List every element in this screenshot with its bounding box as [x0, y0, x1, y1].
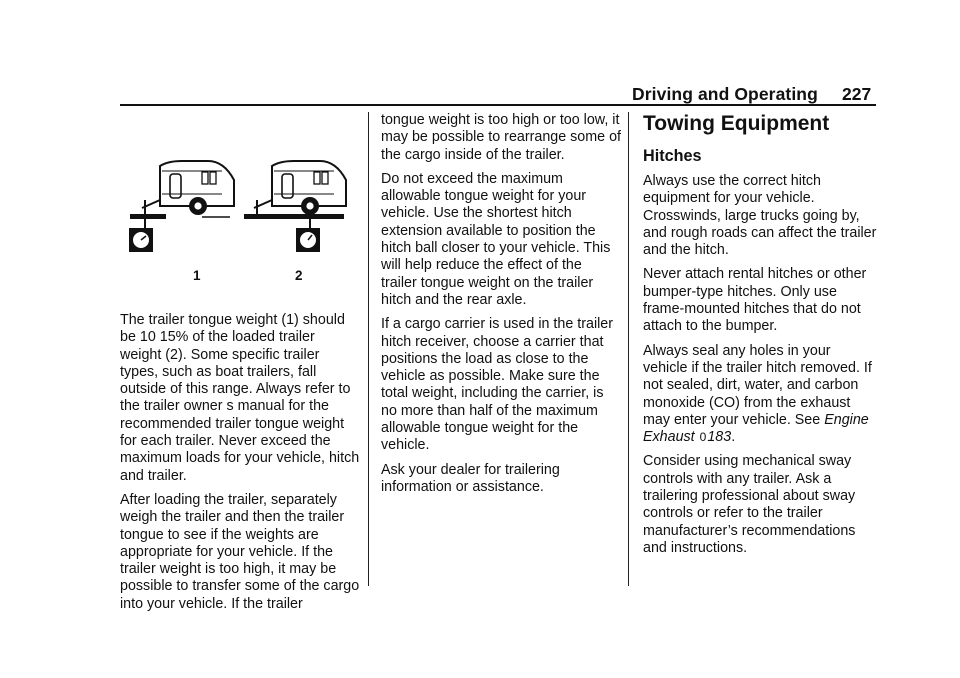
section-heading: Towing Equipment — [643, 112, 830, 135]
paragraph: Consider using mechanical sway controls with any trailer. Ask a trailering professional about sway controls or refer to the trailer manufacturer’s recommendations and instructions. — [643, 453, 856, 556]
middle-column — [381, 112, 621, 503]
page-header — [0, 82, 960, 112]
punctuation: . — [731, 429, 736, 446]
paragraph: Always use the correct hitch equipment for your vehicle. Crosswinds, large trucks going by, and rough roads can affect the trailer and the hitch. — [643, 173, 877, 259]
paragraph: Do not exceed the maximum allowable tongue weight for your vehicle. Use the shortest hitch extension available to position the hitch ball closer to your vehicle. This will help reduce the effect of the trailer tongue weight on the trailer hitch and the rear axle. — [381, 170, 611, 308]
paragraph: After loading the trailer, separately weigh the trailer and then the trailer tongue to see if the weights are appropriate for your vehicle. If the trailer weight is too high, it may be possible to transfer some of the cargo into your vehicle. If the trailer — [120, 491, 360, 612]
right-column — [643, 112, 879, 564]
page-reference[interactable]: 183 — [707, 429, 732, 446]
paragraph: Never attach rental hitches or other bumper-type hitches. Only use frame-mounted hitches that do not attach to the bumper. — [643, 266, 867, 335]
header-rule — [120, 104, 876, 106]
paragraph: If a cargo carrier is used in the trailer hitch receiver, choose a carrier that positions the load as close to the vehicle as possible. Make sure the total weight, including the carrier, is no more than half of the maximum allowable tongue weight for the vehicle. — [381, 316, 614, 454]
paragraph: tongue weight is too high or too low, it may be possible to rearrange some of the cargo inside of the trailer. — [381, 112, 621, 163]
trailer-2-illustration — [244, 161, 346, 252]
figure-label-1: 1 — [193, 268, 201, 283]
page-reference-icon: 0 — [699, 430, 707, 445]
paragraph-text: Always seal any holes in your vehicle if the trailer hitch removed. If not sealed, dirt, water, and carbon monoxide (CO) from the exhaust may enter your vehicle. See — [643, 342, 872, 428]
column-divider — [368, 112, 369, 586]
trailer-1-illustration — [129, 161, 234, 252]
trailer-scale-illustration — [122, 150, 352, 262]
paragraph: Ask your dealer for trailering information or assistance. — [381, 461, 560, 495]
paragraph — [643, 343, 879, 447]
figure-label-2: 2 — [295, 268, 303, 283]
column-divider — [628, 112, 629, 586]
left-column — [120, 312, 360, 620]
subsection-heading: Hitches — [643, 147, 702, 165]
engine-exhaust-link[interactable]: Engine Exhaust — [643, 411, 869, 446]
page-number: 227 — [842, 84, 872, 104]
paragraph: The trailer tongue weight (1) should be 10 15% of the loaded trailer weight (2). Some specific trailer types, such as boat trailers, fall outside of this range. Always refer to the trailer owner s manual for the recommended trailer tongue weight for each trailer. Never exceed the maximum loads for your vehicle, hitch and trailer. — [120, 312, 360, 484]
tongue-weight-figure — [122, 150, 352, 290]
section-title: Driving and Operating — [632, 84, 818, 104]
